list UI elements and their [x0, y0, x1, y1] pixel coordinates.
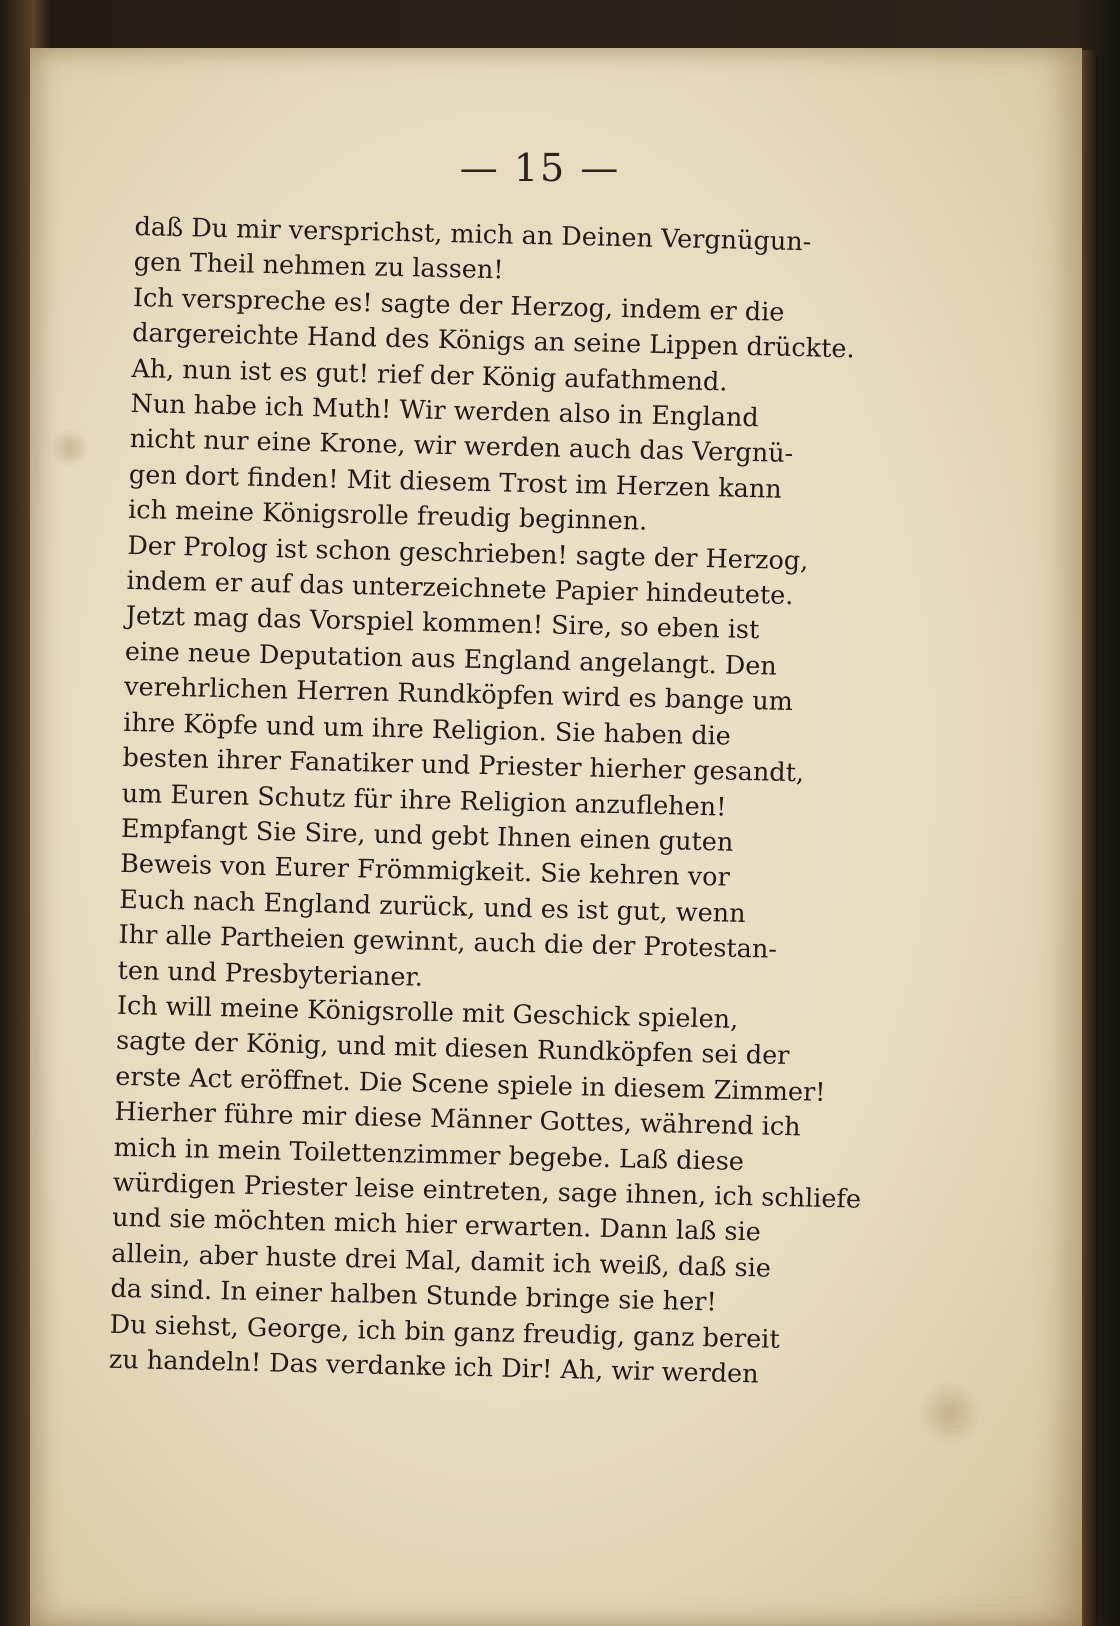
paragraph: Ich verspreche es! sagte der Herzog, indem er die dargereichte Hand des Königs an seine Lippen drückte.: [131, 282, 855, 365]
body-text: [108, 210, 914, 1396]
paper-stain: [920, 1378, 980, 1448]
paragraph: Der Prolog ist schon geschrieben! sagte der Herzog, indem er auf das unterzeichnete Papier hindeutete. Jetzt mag das Vorspiel kommen! Sire, so eben ist eine neue Deputation aus England angelangt. Den verehrlichen Herren Rundköpfen wird es bange um ihre Köpfe und um ihre Religion. Sie haben die besten ihrer Fanatiker und Priester hierher gesandt, um Euren Schutz für ihre Religion anzuflehen! Empfangt Sie Sire, und gebt Ihnen einen guten Beweis von Eurer Frömmigkeit. Sie kehren vor Euch nach England zurück, und es ist gut, wenn Ihr alle Partheien gewinnt, auch die der Protestan- ten und Presbyterianer.: [117, 530, 809, 993]
paragraph: Ah, nun ist es gut! rief der König aufathmend. Nun habe ich Muth! Wir werden also in England nicht nur eine Krone, wir werden auch das Vergnü- gen dort finden! Mit diesem Trost im Herzen kann ich meine Königsrolle freudig beginnen.: [127, 353, 794, 537]
paragraph: Ich will meine Königsrolle mit Geschick spielen, sagte der König, und mit diesen Rundköpfen sei der erste Act eröffnet. Die Scene spiele in diesem Zimmer! Hierher führe mir diese Männer Gottes, während ich mich in mein Toilettenzimmer begebe. Laß diese würdigen Priester leise eintreten, sage ihnen, ich schliefe und sie möchten mich hier erwarten. Dann laß sie allein, aber huste drei Mal, damit ich weiß, daß sie da sind. In einer halben Stunde bringe sie her! Du siehst, George, ich bin ganz freudig, ganz bereit zu handeln! Das verdanke ich Dir! Ah, wir werden: [108, 990, 862, 1390]
page-number: — 15 —: [459, 146, 621, 190]
paper-stain: [50, 428, 90, 468]
paragraph: daß Du mir versprichst, mich an Deinen Vergnügun- gen Theil nehmen zu lassen!: [133, 211, 812, 286]
book-page: [30, 48, 1082, 1626]
